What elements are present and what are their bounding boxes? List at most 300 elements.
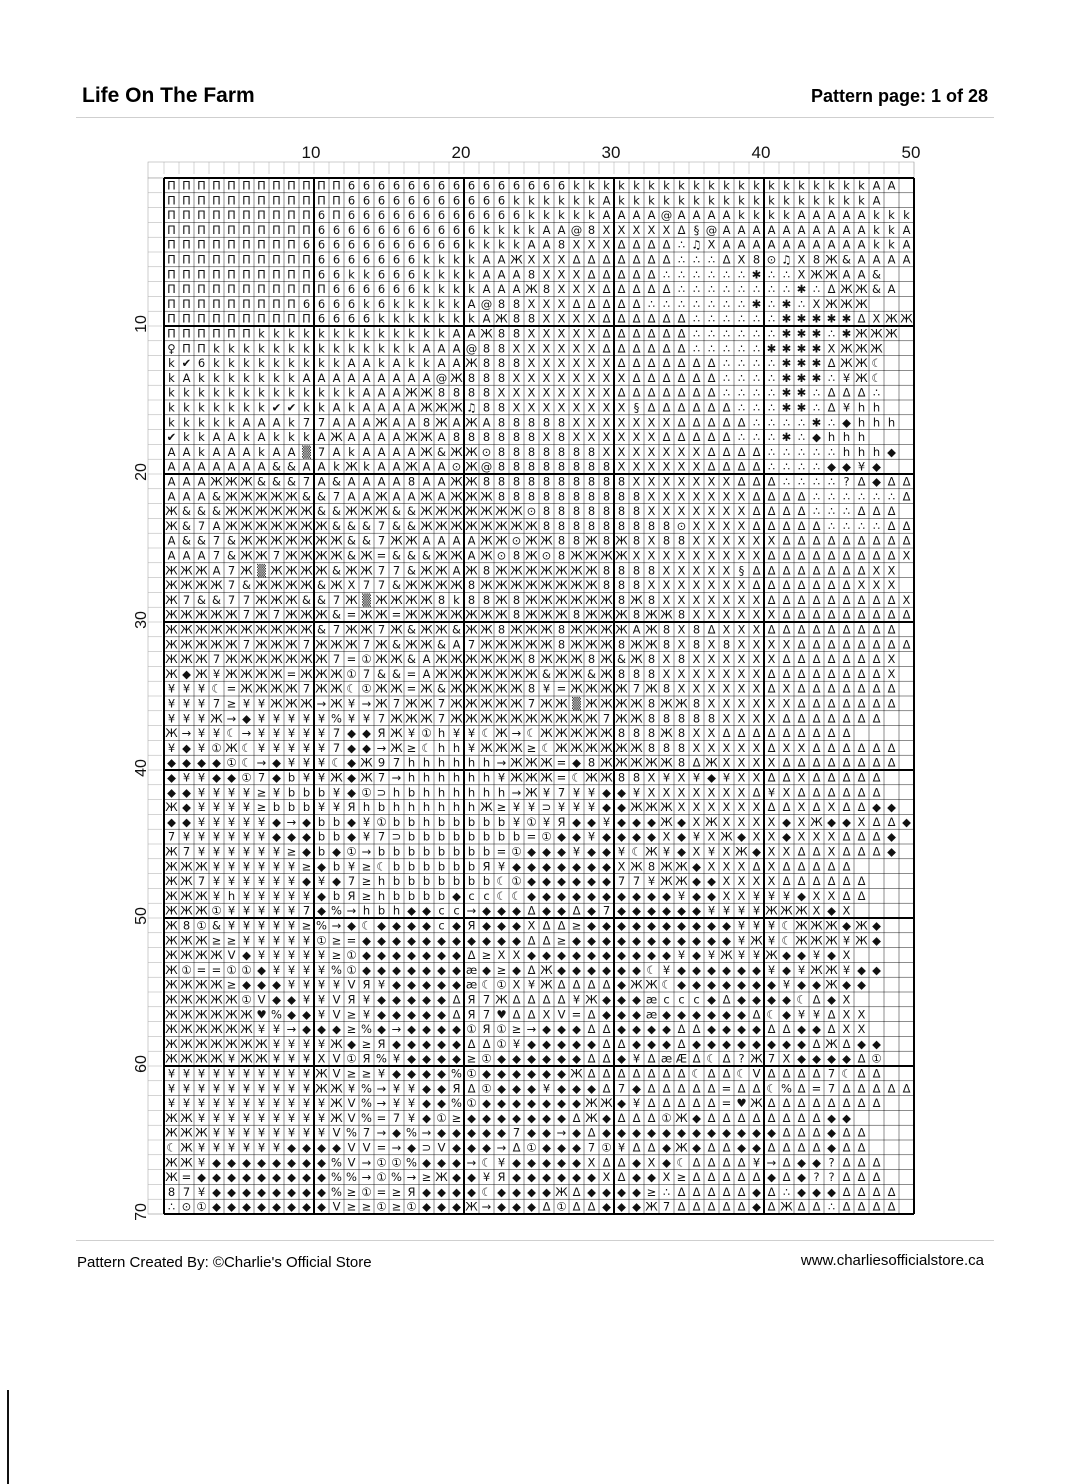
stitch-symbol: h bbox=[452, 740, 461, 755]
stitch-symbol: ◆ bbox=[737, 1140, 746, 1155]
stitch-symbol: ≥ bbox=[676, 1170, 687, 1185]
stitch-symbol: Δ bbox=[842, 681, 851, 696]
stitch-symbol: П bbox=[227, 296, 236, 311]
stitch-symbol: Δ bbox=[827, 282, 836, 297]
stitch-symbol: X bbox=[692, 474, 701, 489]
stitch-symbol: A bbox=[902, 252, 911, 267]
stitch-symbol: k bbox=[633, 178, 640, 193]
stitch-symbol: Δ bbox=[587, 267, 596, 282]
stitch-symbol: Δ bbox=[782, 800, 791, 815]
stitch-symbol: Ж bbox=[330, 1110, 343, 1125]
stitch-symbol: X bbox=[722, 592, 731, 607]
stitch-symbol: Ж bbox=[165, 592, 178, 607]
stitch-symbol: ◆ bbox=[302, 1022, 311, 1037]
stitch-symbol: ◆ bbox=[347, 918, 356, 933]
stitch-symbol: ◆ bbox=[557, 874, 566, 889]
stitch-symbol: 6 bbox=[332, 222, 341, 237]
stitch-symbol: П bbox=[212, 193, 221, 208]
stitch-symbol: X bbox=[542, 341, 551, 356]
stitch-symbol: Δ bbox=[812, 726, 821, 741]
stitch-symbol: ① bbox=[196, 1199, 207, 1214]
stitch-symbol: ☾ bbox=[661, 977, 672, 992]
stitch-symbol: X bbox=[617, 415, 626, 430]
stitch-symbol: X bbox=[857, 1022, 866, 1037]
stitch-symbol: X bbox=[587, 1155, 596, 1170]
stitch-symbol: ◆ bbox=[737, 962, 746, 977]
stitch-symbol: Δ bbox=[782, 770, 791, 785]
stitch-symbol: b bbox=[407, 785, 416, 800]
stitch-symbol: Δ bbox=[812, 711, 821, 726]
stitch-symbol: X bbox=[587, 415, 596, 430]
stitch-symbol: Ж bbox=[540, 977, 553, 992]
stitch-symbol: ◆ bbox=[632, 1125, 641, 1140]
stitch-symbol: Δ bbox=[842, 785, 851, 800]
stitch-symbol: ¥ bbox=[722, 903, 731, 918]
stitch-symbol: Δ bbox=[587, 1051, 596, 1066]
stitch-symbol: Δ bbox=[842, 829, 851, 844]
stitch-symbol: X bbox=[647, 533, 656, 548]
stitch-symbol: h bbox=[467, 800, 476, 815]
stitch-symbol: Ж bbox=[165, 637, 178, 652]
stitch-symbol: Δ bbox=[797, 785, 806, 800]
stitch-symbol: ◆ bbox=[272, 755, 281, 770]
stitch-symbol: A bbox=[842, 222, 851, 237]
stitch-symbol: k bbox=[423, 282, 430, 297]
stitch-symbol: Ж bbox=[255, 489, 268, 504]
stitch-symbol: X bbox=[812, 296, 821, 311]
stitch-symbol: Δ bbox=[632, 252, 641, 267]
stitch-symbol: Ж bbox=[555, 666, 568, 681]
stitch-symbol: X bbox=[737, 652, 746, 667]
stitch-symbol: Δ bbox=[812, 755, 821, 770]
stitch-symbol: Ж bbox=[570, 666, 583, 681]
stitch-symbol: Ж bbox=[330, 1081, 343, 1096]
stitch-symbol: X bbox=[662, 1170, 671, 1185]
stitch-symbol: X bbox=[767, 755, 776, 770]
stitch-symbol: X bbox=[602, 222, 611, 237]
stitch-symbol: % bbox=[271, 1007, 282, 1022]
stitch-symbol: 7 bbox=[377, 533, 386, 548]
stitch-symbol: b bbox=[497, 829, 506, 844]
stitch-symbol: k bbox=[423, 296, 430, 311]
stitch-symbol: A bbox=[362, 430, 371, 445]
stitch-symbol: ☾ bbox=[781, 918, 792, 933]
stitch-symbol: X bbox=[707, 696, 716, 711]
stitch-symbol: ≥ bbox=[361, 874, 372, 889]
stitch-symbol: k bbox=[303, 341, 310, 356]
stitch-symbol: 7 bbox=[227, 592, 236, 607]
stitch-symbol: X bbox=[872, 311, 881, 326]
stitch-symbol: k bbox=[438, 296, 445, 311]
stitch-symbol: Ж bbox=[540, 711, 553, 726]
column-marker: 30 bbox=[601, 143, 621, 162]
stitch-symbol: Δ bbox=[872, 548, 881, 563]
stitch-symbol: 7 bbox=[377, 770, 386, 785]
stitch-symbol: Δ bbox=[767, 740, 776, 755]
stitch-symbol: Ж bbox=[225, 1007, 238, 1022]
stitch-symbol: ✱ bbox=[796, 282, 807, 297]
stitch-symbol: h bbox=[842, 444, 851, 459]
stitch-symbol: X bbox=[782, 785, 791, 800]
stitch-symbol: Δ bbox=[857, 504, 866, 519]
stitch-symbol: Δ bbox=[767, 518, 776, 533]
stitch-symbol: k bbox=[363, 459, 370, 474]
stitch-symbol: ◆ bbox=[467, 1125, 476, 1140]
stitch-symbol: X bbox=[722, 740, 731, 755]
stitch-symbol: ◆ bbox=[467, 1170, 476, 1185]
stitch-symbol: A bbox=[317, 430, 326, 445]
stitch-symbol: % bbox=[346, 1170, 357, 1185]
stitch-symbol: = bbox=[346, 933, 357, 948]
stitch-symbol: & bbox=[392, 504, 401, 519]
stitch-symbol: Ж bbox=[285, 563, 298, 578]
stitch-symbol: X bbox=[767, 874, 776, 889]
stitch-symbol: & bbox=[287, 474, 296, 489]
stitch-symbol: ◆ bbox=[482, 1110, 491, 1125]
stitch-symbol: Ж bbox=[405, 459, 418, 474]
stitch-symbol: Ж bbox=[600, 1096, 613, 1111]
stitch-symbol: = bbox=[376, 1110, 387, 1125]
stitch-symbol: Ж bbox=[180, 903, 193, 918]
stitch-symbol: Δ bbox=[782, 666, 791, 681]
stitch-symbol: X bbox=[647, 222, 656, 237]
stitch-symbol: ¥ bbox=[317, 962, 326, 977]
stitch-symbol: Δ bbox=[857, 1184, 866, 1199]
stitch-symbol: k bbox=[633, 193, 640, 208]
stitch-symbol: Ж bbox=[825, 267, 838, 282]
stitch-symbol: A bbox=[512, 267, 521, 282]
stitch-symbol: Δ bbox=[707, 1066, 716, 1081]
stitch-symbol: h bbox=[452, 800, 461, 815]
stitch-symbol: ◆ bbox=[527, 1110, 536, 1125]
stitch-symbol: Δ bbox=[557, 977, 566, 992]
stitch-symbol: Δ bbox=[827, 622, 836, 637]
stitch-symbol: X bbox=[512, 400, 521, 415]
stitch-symbol: ≥ bbox=[331, 948, 342, 963]
stitch-symbol: Ж bbox=[570, 578, 583, 593]
stitch-symbol: ¥ bbox=[182, 1066, 191, 1081]
stitch-symbol: ≥ bbox=[361, 888, 372, 903]
stitch-symbol: k bbox=[243, 341, 250, 356]
stitch-symbol: ¥ bbox=[242, 800, 251, 815]
stitch-symbol: Δ bbox=[617, 311, 626, 326]
stitch-symbol: 8 bbox=[497, 370, 506, 385]
stitch-symbol: П bbox=[302, 252, 311, 267]
stitch-symbol: Ж bbox=[630, 652, 643, 667]
stitch-symbol: Δ bbox=[707, 1110, 716, 1125]
stitch-symbol: k bbox=[348, 326, 355, 341]
stitch-symbol: Δ bbox=[887, 696, 896, 711]
stitch-symbol: X bbox=[722, 755, 731, 770]
stitch-symbol: k bbox=[813, 178, 820, 193]
stitch-symbol: П bbox=[302, 267, 311, 282]
stitch-symbol: X bbox=[827, 341, 836, 356]
stitch-symbol: Δ bbox=[782, 1155, 791, 1170]
stitch-symbol: 8 bbox=[542, 415, 551, 430]
stitch-symbol: X bbox=[752, 681, 761, 696]
stitch-symbol: Δ bbox=[827, 356, 836, 371]
stitch-symbol: ◆ bbox=[827, 1184, 836, 1199]
stitch-symbol: ¥ bbox=[377, 1066, 386, 1081]
stitch-symbol: ¥ bbox=[767, 888, 776, 903]
stitch-symbol: ◆ bbox=[557, 844, 566, 859]
stitch-symbol: ◆ bbox=[767, 992, 776, 1007]
stitch-symbol: h bbox=[482, 785, 491, 800]
stitch-symbol: ◆ bbox=[482, 1066, 491, 1081]
stitch-symbol: k bbox=[378, 341, 385, 356]
stitch-symbol: ◆ bbox=[227, 770, 236, 785]
stitch-symbol: Δ bbox=[842, 711, 851, 726]
stitch-symbol: 6 bbox=[452, 193, 461, 208]
stitch-symbol: ¥ bbox=[257, 696, 266, 711]
stitch-symbol: ◆ bbox=[287, 1170, 296, 1185]
stitch-symbol: ◆ bbox=[377, 992, 386, 1007]
stitch-symbol: Ж bbox=[435, 622, 448, 637]
stitch-symbol: ◆ bbox=[272, 1170, 281, 1185]
stitch-symbol: Δ bbox=[857, 874, 866, 889]
stitch-symbol: ≥ bbox=[211, 933, 222, 948]
stitch-symbol: ♫ bbox=[781, 252, 792, 267]
stitch-symbol: ∴ bbox=[812, 444, 821, 459]
stitch-symbol: & bbox=[332, 563, 341, 578]
stitch-symbol: ¥ bbox=[197, 1155, 206, 1170]
stitch-symbol: Δ bbox=[632, 1140, 641, 1155]
stitch-symbol: ¥ bbox=[767, 962, 776, 977]
stitch-symbol: k bbox=[678, 178, 685, 193]
stitch-symbol: X bbox=[737, 770, 746, 785]
stitch-symbol: k bbox=[438, 326, 445, 341]
stitch-symbol: Ж bbox=[420, 578, 433, 593]
stitch-symbol: k bbox=[243, 370, 250, 385]
stitch-symbol: X bbox=[632, 444, 641, 459]
stitch-symbol: ¥ bbox=[257, 740, 266, 755]
stitch-symbol: ① bbox=[241, 992, 252, 1007]
stitch-symbol: Ж bbox=[645, 844, 658, 859]
stitch-symbol: ¥ bbox=[782, 888, 791, 903]
stitch-symbol: Δ bbox=[812, 844, 821, 859]
stitch-symbol: ◆ bbox=[662, 948, 671, 963]
stitch-symbol: Ж bbox=[525, 755, 538, 770]
stitch-symbol: k bbox=[243, 356, 250, 371]
stitch-symbol: A bbox=[347, 415, 356, 430]
stitch-symbol: X bbox=[722, 696, 731, 711]
stitch-symbol: X bbox=[632, 430, 641, 445]
stitch-symbol: ◆ bbox=[437, 1081, 446, 1096]
stitch-symbol: 8 bbox=[557, 444, 566, 459]
stitch-symbol: X bbox=[497, 948, 506, 963]
stitch-symbol: Ж bbox=[825, 977, 838, 992]
stitch-symbol: A bbox=[482, 282, 491, 297]
stitch-symbol: ① bbox=[601, 1140, 612, 1155]
stitch-symbol: A bbox=[392, 430, 401, 445]
stitch-symbol: b bbox=[392, 859, 401, 874]
stitch-symbol: ¥ bbox=[362, 711, 371, 726]
stitch-symbol: ∴ bbox=[827, 444, 836, 459]
stitch-symbol: % bbox=[331, 1170, 342, 1185]
stitch-symbol: Δ bbox=[857, 474, 866, 489]
stitch-symbol: ◆ bbox=[602, 888, 611, 903]
stitch-symbol: ¥ bbox=[257, 918, 266, 933]
stitch-symbol: 6 bbox=[407, 222, 416, 237]
stitch-symbol: ◆ bbox=[407, 1051, 416, 1066]
stitch-symbol: П bbox=[242, 193, 251, 208]
stitch-symbol: ∴ bbox=[692, 311, 701, 326]
stitch-symbol: h bbox=[872, 415, 881, 430]
stitch-symbol: Ж bbox=[615, 740, 628, 755]
stitch-symbol: ◆ bbox=[377, 918, 386, 933]
stitch-symbol: Δ bbox=[827, 548, 836, 563]
stitch-symbol: h bbox=[467, 770, 476, 785]
footer-divider bbox=[76, 1240, 994, 1241]
stitch-symbol: → bbox=[331, 918, 342, 933]
stitch-symbol: 8 bbox=[482, 430, 491, 445]
stitch-symbol: П bbox=[167, 326, 176, 341]
stitch-symbol: 8 bbox=[632, 666, 641, 681]
stitch-symbol: Ж bbox=[420, 444, 433, 459]
stitch-symbol: A bbox=[242, 459, 251, 474]
stitch-symbol: k bbox=[873, 208, 880, 223]
stitch-symbol: & bbox=[392, 578, 401, 593]
stitch-symbol: Δ bbox=[812, 1110, 821, 1125]
stitch-symbol: X bbox=[677, 622, 686, 637]
stitch-symbol: П bbox=[212, 267, 221, 282]
stitch-symbol: k bbox=[753, 178, 760, 193]
stitch-symbol: A bbox=[197, 489, 206, 504]
stitch-symbol: Δ bbox=[647, 1081, 656, 1096]
stitch-symbol: X bbox=[662, 666, 671, 681]
stitch-symbol: ◆ bbox=[602, 785, 611, 800]
stitch-symbol: V bbox=[437, 1140, 446, 1155]
stitch-symbol: ¥ bbox=[272, 888, 281, 903]
stitch-symbol: П bbox=[272, 178, 281, 193]
stitch-symbol: ◆ bbox=[707, 1125, 716, 1140]
stitch-symbol: Ж bbox=[165, 1170, 178, 1185]
stitch-symbol: ① bbox=[436, 1110, 447, 1125]
stitch-symbol: Ж bbox=[525, 637, 538, 652]
stitch-symbol: ◆ bbox=[302, 1155, 311, 1170]
stitch-symbol: ◆ bbox=[662, 903, 671, 918]
stitch-symbol: 7 bbox=[332, 592, 341, 607]
stitch-symbol: ¥ bbox=[287, 1051, 296, 1066]
stitch-symbol: ⊃ bbox=[421, 1140, 432, 1155]
stitch-symbol: ◆ bbox=[692, 918, 701, 933]
stitch-symbol: k bbox=[378, 326, 385, 341]
stitch-symbol: X bbox=[677, 785, 686, 800]
stitch-symbol: Ж bbox=[225, 518, 238, 533]
stitch-symbol: ≥ bbox=[361, 859, 372, 874]
stitch-symbol: 8 bbox=[542, 459, 551, 474]
stitch-symbol: ① bbox=[346, 844, 357, 859]
stitch-symbol: Ж bbox=[285, 637, 298, 652]
stitch-symbol: Δ bbox=[587, 252, 596, 267]
stitch-symbol: X bbox=[752, 533, 761, 548]
stitch-symbol: c bbox=[438, 918, 445, 933]
stitch-symbol: k bbox=[528, 193, 535, 208]
stitch-symbol: A bbox=[332, 444, 341, 459]
stitch-symbol: ◆ bbox=[482, 1140, 491, 1155]
stitch-symbol: Δ bbox=[767, 578, 776, 593]
stitch-symbol: b bbox=[332, 888, 341, 903]
stitch-symbol: ∴ bbox=[797, 296, 806, 311]
stitch-symbol: h bbox=[392, 800, 401, 815]
stitch-symbol: Δ bbox=[692, 1199, 701, 1214]
stitch-symbol: ☾ bbox=[676, 1155, 687, 1170]
stitch-symbol: X bbox=[797, 814, 806, 829]
stitch-symbol: X bbox=[737, 859, 746, 874]
stitch-symbol: Ж bbox=[525, 622, 538, 637]
stitch-symbol: Ж bbox=[360, 622, 373, 637]
stitch-symbol: Ж bbox=[480, 533, 493, 548]
stitch-symbol: Δ bbox=[767, 504, 776, 519]
stitch-symbol: ¥ bbox=[317, 1110, 326, 1125]
stitch-symbol: 8 bbox=[497, 341, 506, 356]
stitch-symbol: ¥ bbox=[752, 888, 761, 903]
stitch-symbol: ◆ bbox=[602, 1125, 611, 1140]
stitch-symbol: ◆ bbox=[437, 1199, 446, 1214]
stitch-symbol: ◆ bbox=[272, 814, 281, 829]
stitch-symbol: b bbox=[332, 829, 341, 844]
stitch-symbol: ◆ bbox=[632, 814, 641, 829]
stitch-symbol: æ bbox=[645, 1007, 658, 1022]
stitch-symbol: 8 bbox=[692, 711, 701, 726]
stitch-symbol: Δ bbox=[662, 237, 671, 252]
stitch-symbol: ¥ bbox=[212, 1066, 221, 1081]
stitch-symbol: ◆ bbox=[647, 888, 656, 903]
stitch-symbol: ¥ bbox=[512, 800, 521, 815]
stitch-symbol: X bbox=[647, 415, 656, 430]
stitch-symbol: & bbox=[317, 504, 326, 519]
stitch-symbol: Δ bbox=[677, 1022, 686, 1037]
stitch-symbol: 6 bbox=[347, 311, 356, 326]
stitch-symbol: ¥ bbox=[227, 859, 236, 874]
stitch-symbol: Δ bbox=[602, 267, 611, 282]
stitch-symbol: X bbox=[692, 740, 701, 755]
stitch-symbol: ① bbox=[526, 1140, 537, 1155]
stitch-symbol: Δ bbox=[647, 267, 656, 282]
stitch-symbol: ◆ bbox=[707, 1036, 716, 1051]
stitch-symbol: ♫ bbox=[691, 237, 702, 252]
stitch-symbol: Ж bbox=[525, 533, 538, 548]
stitch-symbol: ¥ bbox=[317, 1007, 326, 1022]
stitch-symbol: ◆ bbox=[407, 933, 416, 948]
stitch-symbol: Δ bbox=[617, 1155, 626, 1170]
stitch-symbol: ◆ bbox=[242, 977, 251, 992]
stitch-symbol: X bbox=[617, 400, 626, 415]
stitch-symbol: Δ bbox=[842, 888, 851, 903]
stitch-symbol: Ж bbox=[225, 1022, 238, 1037]
stitch-symbol: ☾ bbox=[766, 1007, 777, 1022]
stitch-symbol: ¥ bbox=[197, 711, 206, 726]
stitch-symbol: ◆ bbox=[497, 918, 506, 933]
stitch-symbol: ☾ bbox=[781, 933, 792, 948]
stitch-symbol: Ж bbox=[510, 652, 523, 667]
stitch-symbol: Δ bbox=[782, 1125, 791, 1140]
stitch-symbol: Ж bbox=[585, 607, 598, 622]
stitch-symbol: ≥ bbox=[466, 1051, 477, 1066]
stitch-symbol: Ж bbox=[570, 726, 583, 741]
stitch-symbol: ◆ bbox=[617, 888, 626, 903]
stitch-symbol: П bbox=[197, 341, 206, 356]
stitch-symbol: X bbox=[752, 652, 761, 667]
stitch-symbol: X bbox=[707, 592, 716, 607]
stitch-symbol: X bbox=[542, 267, 551, 282]
stitch-symbol: ◆ bbox=[407, 977, 416, 992]
stitch-symbol: ◆ bbox=[692, 948, 701, 963]
stitch-symbol: Δ bbox=[857, 740, 866, 755]
stitch-symbol: П bbox=[257, 208, 266, 223]
stitch-symbol: Ж bbox=[165, 800, 178, 815]
stitch-symbol: Ж bbox=[255, 504, 268, 519]
